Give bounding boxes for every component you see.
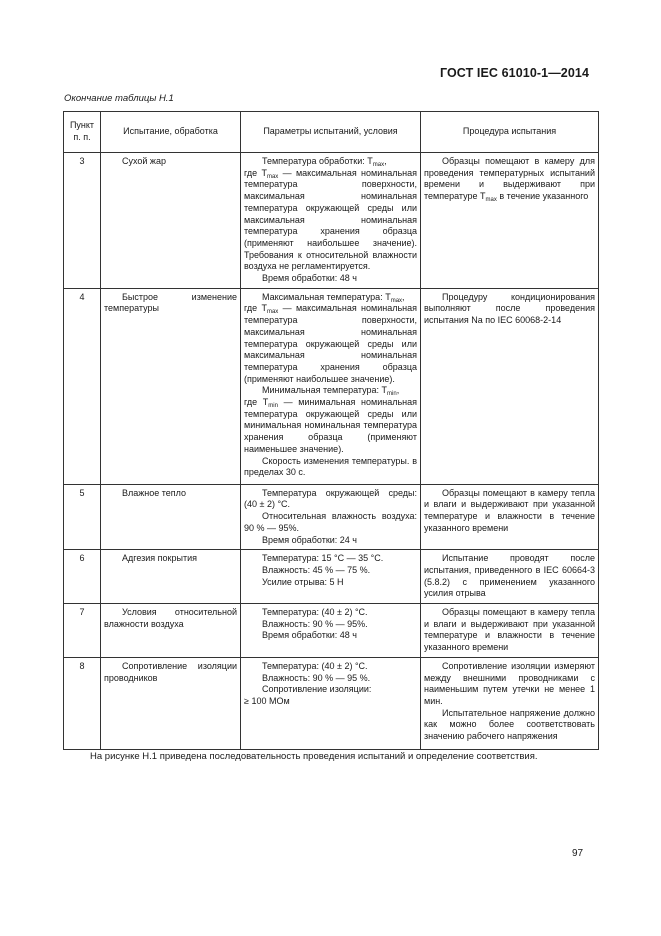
row-test-name: Сухой жар — [101, 153, 241, 289]
table-row — [64, 657, 599, 749]
table-header-row — [64, 112, 599, 153]
row-test-procedure: Образцы помещают в камеру для проведения температурных испытаний времени и выдерживают при температуре $T_{max}$ в течение указанного — [421, 153, 599, 289]
col-header-test: Испытание, обработка — [101, 112, 241, 153]
row-test-procedure: Образцы помещают в камеру тепла и влаги и выдерживают при указанной температуре и влажности в течение указанного времени — [421, 604, 599, 658]
page-number: 97 — [572, 848, 584, 859]
row-number: 4 — [64, 288, 101, 484]
row-test-procedure: Испытание проводят после испытания, приведенного в IEC 60664-3 (5.8.2) с применением указанного усилия отрыва — [421, 550, 599, 604]
table-caption: Окончание таблицы Н.1 — [64, 93, 174, 104]
row-test-parameters: Температура: (40 ± 2) °С. Влажность: 90 % — 95%. Время обработки: 48 ч — [241, 604, 421, 658]
row-number: 6 — [64, 550, 101, 604]
col-header-num: Пункт п. п. — [64, 112, 101, 153]
row-number: 7 — [64, 604, 101, 658]
row-number: 3 — [64, 153, 101, 289]
row-test-procedure: Образцы помещают в камеру тепла и влаги и выдерживают при указанной температуре и влажности в течение указанного времени — [421, 484, 599, 550]
row-test-parameters: Максимальная температура: $T_{max}$, где $T_{max}$ — максимальная номинальная температура поверхности, максимальная номинальная температура окружающей среды или максимальная номинальная температура хранения образца (применяют наибольшее значение). Минимальная температура: $T_{min}$, где $T_{min}$ — минимальная номинальная температура окружающей среды или минимальная номинальная температура хранения образца (применяют наименьшее значение). Скорость изменения температуры. в пределах 30 с. — [241, 288, 421, 484]
test-conditions-table — [63, 111, 599, 750]
table-row — [64, 550, 599, 604]
footer-note: На рисунке Н.1 приведена последовательность проведения испытаний и определение соответствия. — [90, 751, 538, 762]
row-test-name: Сопротивление изоляции проводников — [101, 657, 241, 749]
row-test-parameters: Температура: (40 ± 2) °С. Влажность: 90 % — 95 %. Сопротивление изоляции: ≥ 100 МОм — [241, 657, 421, 749]
table-row — [64, 288, 599, 484]
table-body — [64, 153, 599, 750]
row-test-parameters: Температура обработки: $T_{max}$, где $T_{max}$ — максимальная номинальная температура поверхности, максимальная номинальная температура окружающей среды или максимальная номинальная температура хранения образца (применяют наибольшее значение). Требования к относительной влажности воздуха не регламентируется. Время обработки: 48 ч — [241, 153, 421, 289]
table-row — [64, 604, 599, 658]
row-test-parameters: Температура окружающей среды: (40 ± 2) °С. Относительная влажность воздуха: 90 % — 95%. Время обработки: 24 ч — [241, 484, 421, 550]
standard-header: ГОСТ IEC 61010-1—2014 — [439, 66, 589, 80]
table-row — [64, 153, 599, 289]
row-test-procedure: Процедуру кондиционирования выполняют после проведения испытания Na по IEC 60068-2-14 — [421, 288, 599, 484]
row-test-parameters: Температура: 15 °С — 35 °С. Влажность: 45 % — 75 %. Усилие отрыва: 5 Н — [241, 550, 421, 604]
row-test-name: Быстрое изменение температуры — [101, 288, 241, 484]
row-test-name: Условия относительной влажности воздуха — [101, 604, 241, 658]
row-test-name: Влажное тепло — [101, 484, 241, 550]
col-header-params: Параметры испытаний, условия — [241, 112, 421, 153]
row-number: 5 — [64, 484, 101, 550]
table-row — [64, 484, 599, 550]
col-header-procedure: Процедура испытания — [421, 112, 599, 153]
row-test-procedure: Сопротивление изоляции измеряют между внешними проводниками с наименьшим путем утечки не менее 1 мин. Испытательное напряжение должно как можно более соответствовать значению рабочего напряжения — [421, 657, 599, 749]
row-number: 8 — [64, 657, 101, 749]
row-test-name: Адгезия покрытия — [101, 550, 241, 604]
